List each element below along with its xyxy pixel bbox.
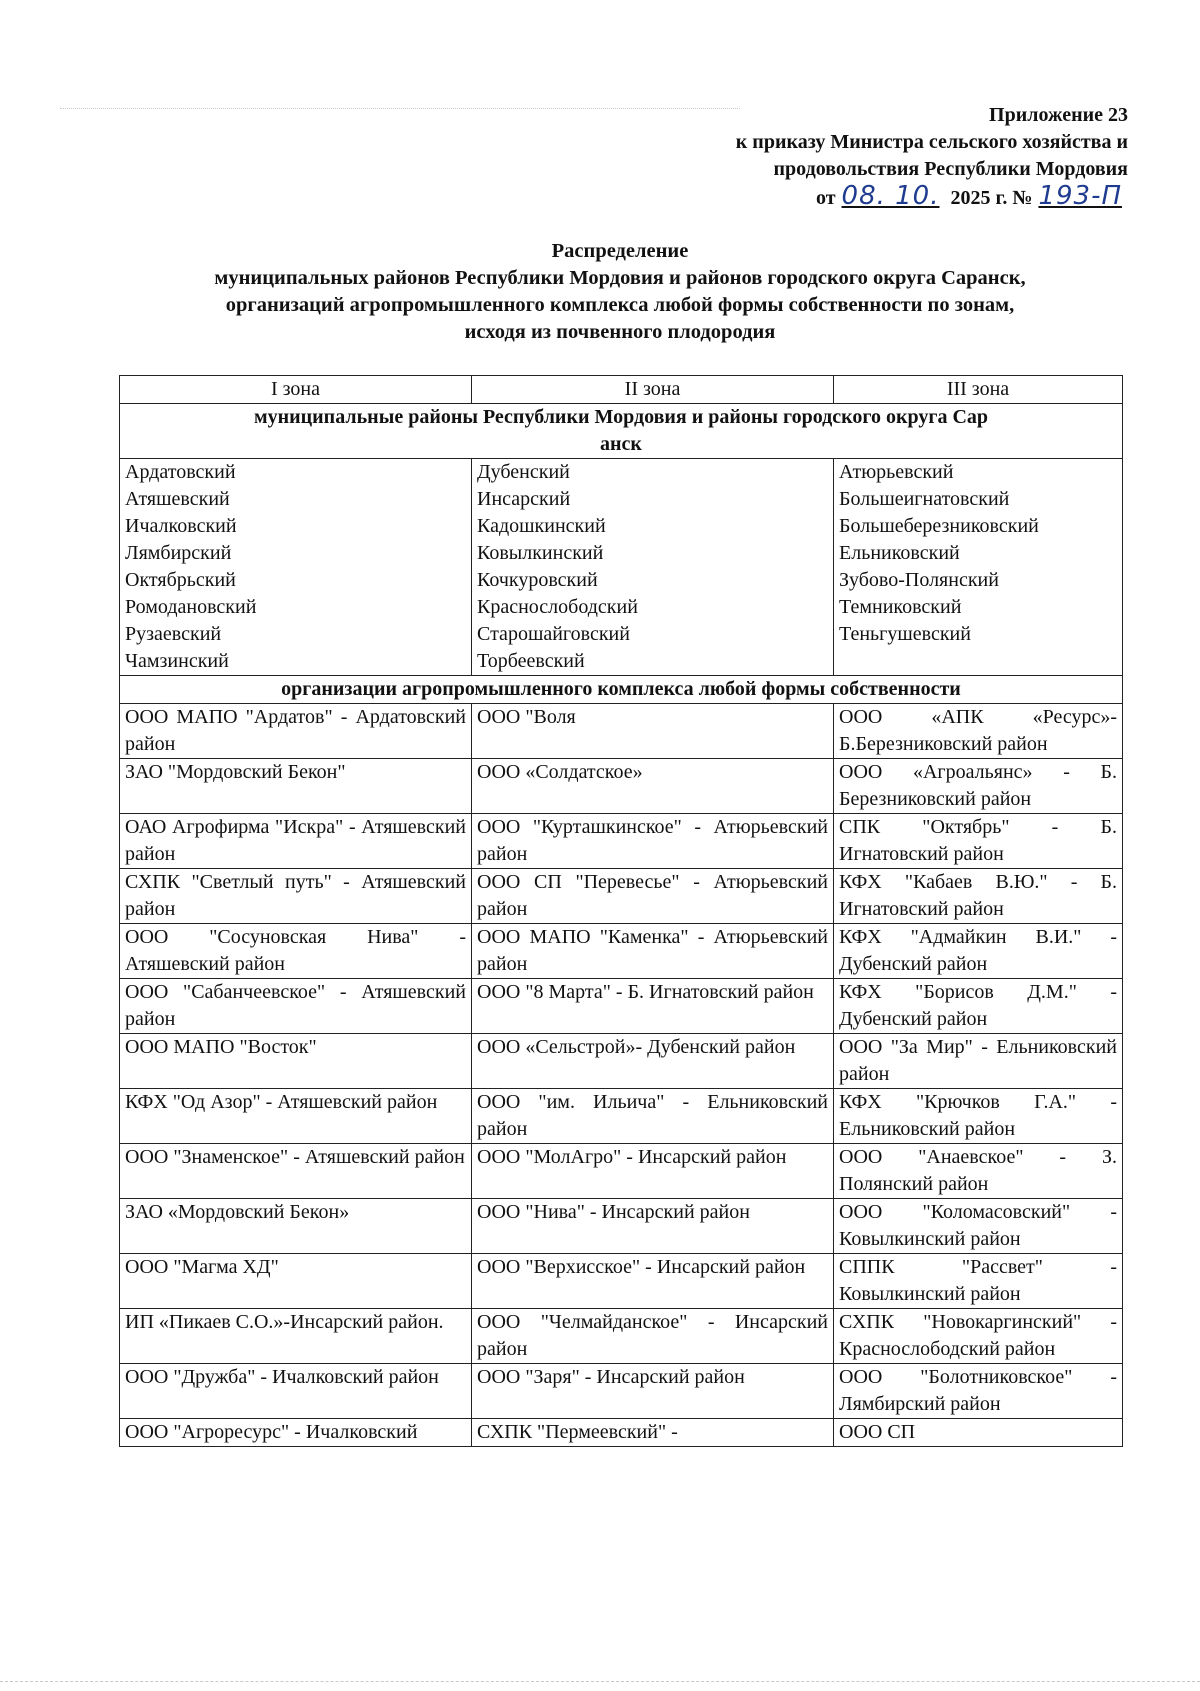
- org-cell-zone-3: ООО СП: [834, 1419, 1123, 1447]
- org-cell-zone-1: ООО "Магма ХД": [120, 1254, 472, 1309]
- date-prefix: от: [815, 187, 836, 209]
- table-row: [120, 1419, 1123, 1447]
- title-line-3: организаций агропромышленного комплекса любой формы собственности по зонам,: [225, 294, 1015, 316]
- year-and-number-label: 2025 г. №: [950, 187, 1033, 209]
- org-cell-zone-3: КФХ "Борисов Д.М." - Дубенский район: [834, 979, 1123, 1034]
- org-cell-zone-2: ООО "Верхисское" - Инсарский район: [472, 1254, 834, 1309]
- org-cell-zone-3: СППК "Рассвет" - Ковылкинский район: [834, 1254, 1123, 1309]
- header-zone-2: II зона: [472, 376, 834, 404]
- org-cell-zone-2: ООО "Нива" - Инсарский район: [472, 1199, 834, 1254]
- table-row: [120, 1144, 1123, 1199]
- document-title: [120, 238, 1120, 346]
- org-cell-zone-1: ООО МАПО "Восток": [120, 1034, 472, 1089]
- org-cell-zone-3: КФХ "Адмайкин В.И." - Дубенский район: [834, 924, 1123, 979]
- org-cell-zone-3: ООО «АПК «Ресурс»- Б.Березниковский район: [834, 704, 1123, 759]
- table-row: [120, 1089, 1123, 1144]
- org-cell-zone-1: КФХ "Од Азор" - Атяшевский район: [120, 1089, 472, 1144]
- scan-artifact-bottom-line: [0, 1681, 1200, 1683]
- scan-artifact-line: [60, 108, 740, 110]
- handwritten-date: 08. 10.: [841, 181, 940, 211]
- section-row-organizations: [120, 676, 1123, 704]
- org-cell-zone-3: ООО "За Мир" - Ельниковский район: [834, 1034, 1123, 1089]
- title-line-2: муниципальных районов Республики Мордовия и районов городского округа Саранск,: [214, 267, 1026, 289]
- org-cell-zone-1: ООО "Сабанчеевское" - Атяшевский район: [120, 979, 472, 1034]
- order-date-line: [736, 183, 1128, 212]
- org-cell-zone-2: ООО «Сельстрой»- Дубенский район: [472, 1034, 834, 1089]
- org-cell-zone-2: ООО "8 Марта" - Б. Игнатовский район: [472, 979, 834, 1034]
- org-cell-zone-2: ООО "Челмайданское" - Инсарский район: [472, 1309, 834, 1364]
- order-line-1: к приказу Министра сельского хозяйства и: [735, 131, 1128, 153]
- table-row: [120, 1309, 1123, 1364]
- org-cell-zone-3: ООО "Анаевское" - З. Полянский район: [834, 1144, 1123, 1199]
- appendix-header: [736, 102, 1128, 212]
- table-row: [120, 1254, 1123, 1309]
- org-cell-zone-3: ООО «Агроальянс» - Б. Березниковский район: [834, 759, 1123, 814]
- table-row: [120, 924, 1123, 979]
- table-row: [120, 979, 1123, 1034]
- org-cell-zone-3: КФХ "Кабаев В.Ю." - Б. Игнатовский район: [834, 869, 1123, 924]
- zones-table: [119, 375, 1123, 1447]
- org-cell-zone-1: ЗАО "Мордовский Бекон": [120, 759, 472, 814]
- org-cell-zone-2: ООО «Солдатское»: [472, 759, 834, 814]
- districts-zone-3: Атюрьевский Большеигнатовский Большеберезниковский Ельниковский Зубово-Полянский Темниковский Теньгушевский: [834, 459, 1123, 676]
- org-cell-zone-1: ООО МАПО "Ардатов" - Ардатовский район: [120, 704, 472, 759]
- table-row: [120, 1364, 1123, 1419]
- org-cell-zone-2: ООО "Воля: [472, 704, 834, 759]
- section-row-districts: [120, 404, 1123, 459]
- org-cell-zone-2: ООО СП "Перевесье" - Атюрьевский район: [472, 869, 834, 924]
- org-cell-zone-1: ЗАО «Мордовский Бекон»: [120, 1199, 472, 1254]
- table-row: [120, 759, 1123, 814]
- org-cell-zone-1: ОАО Агрофирма "Искра" - Атяшевский район: [120, 814, 472, 869]
- org-cell-zone-1: ООО "Знаменское" - Атяшевский район: [120, 1144, 472, 1199]
- table-row: [120, 1034, 1123, 1089]
- table-row: [120, 704, 1123, 759]
- header-zone-3: III зона: [834, 376, 1123, 404]
- districts-row: [120, 459, 1123, 676]
- title-line-4: исходя из почвенного плодородия: [464, 321, 776, 343]
- table-row: [120, 814, 1123, 869]
- districts-zone-1: Ардатовский Атяшевский Ичалковский Лямбирский Октябрьский Ромодановский Рузаевский Чамзинский: [120, 459, 472, 676]
- org-cell-zone-1: ООО "Агроресурс" - Ичалковский: [120, 1419, 472, 1447]
- section-title-organizations: организации агропромышленного комплекса любой формы собственности: [120, 676, 1123, 704]
- org-cell-zone-3: КФХ "Крючков Г.А." - Ельниковский район: [834, 1089, 1123, 1144]
- org-cell-zone-2: ООО "Курташкинское" - Атюрьевский район: [472, 814, 834, 869]
- org-cell-zone-3: СХПК "Новокаргинский" - Краснослободский район: [834, 1309, 1123, 1364]
- section-title-districts: муниципальные районы Республики Мордовия и районы городского округа Сар анск: [120, 404, 1123, 459]
- org-cell-zone-3: ООО "Болотниковское" - Лямбирский район: [834, 1364, 1123, 1419]
- title-line-1: Распределение: [551, 240, 689, 262]
- table-row: [120, 1199, 1123, 1254]
- org-cell-zone-1: ООО "Сосуновская Нива" - Атяшевский район: [120, 924, 472, 979]
- org-cell-zone-2: ООО "МолАгро" - Инсарский район: [472, 1144, 834, 1199]
- org-cell-zone-2: СХПК "Пермеевский" -: [472, 1419, 834, 1447]
- order-line-2: продовольствия Республики Мордовия: [773, 158, 1128, 180]
- handwritten-order-number: 193-П: [1038, 181, 1122, 211]
- org-cell-zone-1: ИП «Пикаев С.О.»-Инсарский район.: [120, 1309, 472, 1364]
- header-zone-1: I зона: [120, 376, 472, 404]
- org-cell-zone-3: ООО "Коломасовский" - Ковылкинский район: [834, 1199, 1123, 1254]
- table-row: [120, 869, 1123, 924]
- table-header-row: [120, 376, 1123, 404]
- org-cell-zone-2: ООО МАПО "Каменка" - Атюрьевский район: [472, 924, 834, 979]
- org-cell-zone-1: СХПК "Светлый путь" - Атяшевский район: [120, 869, 472, 924]
- org-cell-zone-3: СПК "Октябрь" - Б. Игнатовский район: [834, 814, 1123, 869]
- districts-zone-2: Дубенский Инсарский Кадошкинский Ковылкинский Кочкуровский Краснослободский Старошайговский Торбеевский: [472, 459, 834, 676]
- appendix-number: Приложение 23: [989, 104, 1128, 126]
- org-cell-zone-2: ООО "Заря" - Инсарский район: [472, 1364, 834, 1419]
- org-cell-zone-2: ООО "им. Ильича" - Ельниковский район: [472, 1089, 834, 1144]
- org-cell-zone-1: ООО "Дружба" - Ичалковский район: [120, 1364, 472, 1419]
